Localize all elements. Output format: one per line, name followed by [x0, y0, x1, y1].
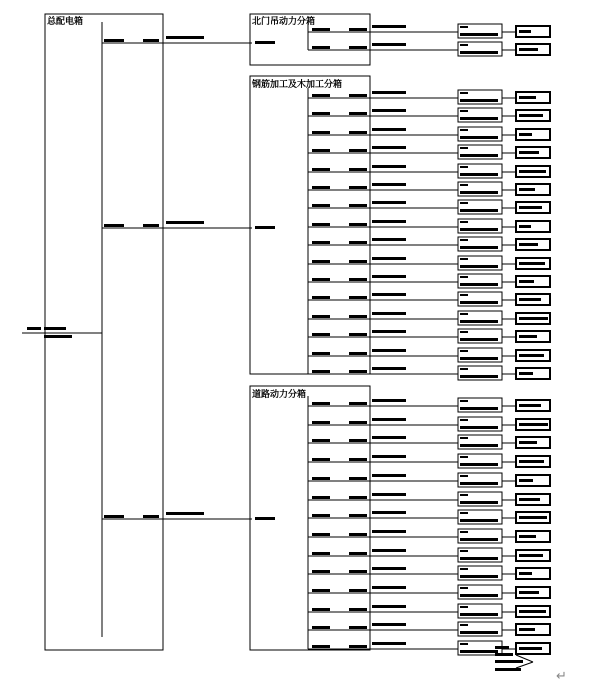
panel-1-circuit-1-cable-label	[349, 28, 367, 31]
panel-2-circuit-10-device-tag	[460, 258, 468, 260]
panel-3-circuit-7-load-name	[519, 516, 547, 519]
panel-3-circuit-3-cable-label	[349, 439, 367, 442]
sub-panel-feed-label-2	[255, 226, 275, 229]
panel-3-circuit-10-device-tag	[460, 568, 468, 570]
panel-3-circuit-1-load-name	[519, 404, 541, 407]
incoming-feeder-label	[27, 327, 41, 330]
panel-2-circuit-15-spec-label	[372, 349, 406, 352]
panel-2-circuit-5-load-name	[519, 170, 546, 173]
panel-2-circuit-8-cable-label	[349, 223, 367, 226]
panel-3-circuit-6-device-spec	[460, 501, 498, 504]
panel-2-circuit-4-device-tag	[460, 147, 468, 149]
main-feeder-2	[102, 221, 252, 228]
main-panel-frame	[45, 14, 163, 650]
panel-3-circuit-12-breaker-label	[312, 608, 330, 611]
panel-2-circuit-13-device-spec	[460, 320, 498, 323]
panel-2-circuit-9-cable-label	[349, 241, 367, 244]
panel-2-circuit-15-device-tag	[460, 350, 468, 352]
panel-3-circuit-11-breaker-label	[312, 589, 330, 592]
panel-3-circuit-2-load-name	[519, 423, 548, 426]
panel-3-circuit-13-device-spec	[460, 631, 498, 634]
panel-3-circuit-4-cable-label	[349, 458, 367, 461]
panel-2-circuit-11-spec-label	[372, 275, 406, 278]
panel-2-circuit-1-spec-label	[372, 91, 406, 94]
panel-3-circuit-12-spec-label	[372, 605, 406, 608]
panel-2-circuit-4-cable-label	[349, 149, 367, 152]
panel-3-circuit-8-spec-label	[372, 530, 406, 533]
panel-3-circuit-3-device-spec	[460, 444, 498, 447]
panel-3-circuit-5-breaker-label	[312, 477, 330, 480]
panel-2-circuit-14-spec-label	[372, 330, 406, 333]
panel-3-circuit-3-spec-label	[372, 436, 406, 439]
panel-2-circuit-7-device-spec	[460, 209, 498, 212]
panel-3-circuit-9-spec-label	[372, 549, 406, 552]
panel-2-circuit-12-spec-label	[372, 293, 406, 296]
panel-3-circuit-14-spec-label	[372, 642, 406, 645]
panel-2-circuit-6-device-tag	[460, 184, 468, 186]
panel-2-circuit-10-load-name	[519, 262, 545, 265]
panel-2-circuit-6-load-name	[519, 188, 535, 191]
panel-2-circuit-2-device-spec	[460, 117, 498, 120]
panel-2-circuit-11-load-name	[519, 280, 534, 283]
panel-2-circuit-7-cable-label	[349, 204, 367, 207]
panel-3-circuit-5-spec-label	[372, 474, 406, 477]
panel-3-circuit-5-cable-label	[349, 477, 367, 480]
panel-2-circuit-6-cable-label	[349, 186, 367, 189]
panel-2-circuit-4-load-name	[519, 151, 539, 154]
panel-2-circuit-2-cable-label	[349, 112, 367, 115]
panel-2-circuit-1-breaker-label	[312, 94, 330, 97]
panel-2-circuit-11-cable-label	[349, 278, 367, 281]
panel-2-circuit-3-load-name	[519, 133, 532, 136]
panel-2-circuit-8-breaker-label	[312, 223, 330, 226]
panel-2-circuit-12-device-spec	[460, 301, 498, 304]
panel-3-circuit-1-device-spec	[460, 407, 498, 410]
panel-3-circuit-7-cable-label	[349, 514, 367, 517]
panel-2-circuit-16-breaker-label	[312, 370, 330, 373]
panel-3-circuit-8-load-name	[519, 535, 536, 538]
panel-2-circuit-8-device-tag	[460, 221, 468, 223]
panel-2-circuit-16-device-tag	[460, 368, 468, 370]
panel-3-circuit-6-cable-label	[349, 496, 367, 499]
panel-3-circuit-6-breaker-label	[312, 496, 330, 499]
panel-2-circuit-16-device-spec	[460, 375, 498, 378]
panel-2-circuit-15-cable-label	[349, 352, 367, 355]
main-feeder-3	[102, 512, 252, 519]
panel-1-circuit-2-spec-label	[372, 43, 406, 46]
panel-2-circuit-3-device-tag	[460, 129, 468, 131]
panel-3-circuit-11-cable-label	[349, 589, 367, 592]
panel-3-circuit-4-device-spec	[460, 463, 498, 466]
panel-3-circuit-5-device-tag	[460, 475, 468, 477]
panel-2-circuit-10-cable-label	[349, 260, 367, 263]
panel-1-circuit-1-spec-label	[372, 25, 406, 28]
panel-2-circuit-2-device-tag	[460, 110, 468, 112]
panel-2-circuit-16-cable-label	[349, 370, 367, 373]
panel-2-circuit-3-spec-label	[372, 128, 406, 131]
panel-3-circuit-8-device-tag	[460, 531, 468, 533]
panel-2-circuit-11-breaker-label	[312, 278, 330, 281]
panel-2-circuit-13-load-name	[519, 317, 548, 320]
panel-2-circuit-5-device-spec	[460, 173, 498, 176]
return-mark: ↵	[556, 669, 567, 684]
panel-3-circuit-7-device-tag	[460, 512, 468, 514]
panel-2-circuit-13-cable-label	[349, 315, 367, 318]
sub-panel-title-3: 道路动力分箱	[252, 390, 307, 400]
sub-panel-feed-label-3	[255, 517, 275, 520]
panel-3-circuit-4-load-name	[519, 460, 544, 463]
panel-2-circuit-7-device-tag	[460, 202, 468, 204]
panel-2-circuit-5-device-tag	[460, 166, 468, 168]
panel-2-circuit-4-device-spec	[460, 154, 498, 157]
panel-2-circuit-8-load-name	[519, 225, 531, 228]
panel-2-circuit-8-spec-label	[372, 220, 406, 223]
panel-1-circuit-2-load-name	[519, 48, 538, 51]
panel-3-circuit-10-load-name	[519, 572, 532, 575]
panel-3-circuit-2-cable-label	[349, 421, 367, 424]
panel-3-circuit-5-load-name	[519, 479, 533, 482]
panel-1-circuit-2-cable-label	[349, 46, 367, 49]
panel-2-circuit-11-device-spec	[460, 283, 498, 286]
panel-2-circuit-2-load-name	[519, 114, 543, 117]
panel-2-circuit-15-breaker-label	[312, 352, 330, 355]
panel-1-circuit-2-breaker-label	[312, 46, 330, 49]
panel-2-circuit-15-load-name	[519, 354, 544, 357]
panel-2-circuit-14-breaker-label	[312, 333, 330, 336]
panel-2-circuit-7-spec-label	[372, 201, 406, 204]
panel-3-circuit-12-cable-label	[349, 608, 367, 611]
panel-3-circuit-2-device-spec	[460, 426, 498, 429]
panel-3-circuit-11-spec-label	[372, 586, 406, 589]
panel-2-circuit-15-device-spec	[460, 357, 498, 360]
panel-3-circuit-9-device-spec	[460, 557, 498, 560]
panel-3-circuit-9-breaker-label	[312, 552, 330, 555]
panel-3-circuit-14-breaker-label	[312, 645, 330, 648]
panel-2-circuit-6-spec-label	[372, 183, 406, 186]
panel-2-circuit-13-spec-label	[372, 312, 406, 315]
panel-3-circuit-10-spec-label	[372, 567, 406, 570]
panel-2-circuit-5-breaker-label	[312, 168, 330, 171]
panel-2-circuit-10-device-spec	[460, 265, 498, 268]
panel-2-circuit-8-device-spec	[460, 228, 498, 231]
panel-3-circuit-14-device-spec	[460, 650, 498, 653]
sub-panel-feed-label-1	[255, 41, 275, 44]
panel-2-circuit-14-device-spec	[460, 338, 498, 341]
panel-2-circuit-3-device-spec	[460, 136, 498, 139]
panel-3-circuit-13-spec-label	[372, 623, 406, 626]
panel-2-circuit-2-breaker-label	[312, 112, 330, 115]
panel-1-circuit-1-device-tag	[460, 26, 468, 28]
panel-3-circuit-6-load-name	[519, 498, 540, 501]
panel-2-circuit-9-load-name	[519, 243, 538, 246]
panel-3-circuit-2-spec-label	[372, 418, 406, 421]
panel-2-circuit-16-spec-label	[372, 367, 406, 370]
incoming-feeder-label	[44, 327, 66, 330]
panel-2-circuit-1-device-spec	[460, 99, 498, 102]
panel-2-circuit-1-load-name	[519, 96, 536, 99]
sub-panel-title-2: 钢筋加工及木加工分箱	[252, 80, 343, 90]
panel-3-circuit-8-device-spec	[460, 538, 498, 541]
panel-3-circuit-12-load-name	[519, 610, 546, 613]
panel-3-circuit-4-device-tag	[460, 456, 468, 458]
panel-2-circuit-13-breaker-label	[312, 315, 330, 318]
panel-1-circuit-1-device-spec	[460, 33, 498, 36]
panel-3-circuit-9-device-tag	[460, 550, 468, 552]
panel-2-circuit-6-device-spec	[460, 191, 498, 194]
panel-3-circuit-7-spec-label	[372, 511, 406, 514]
panel-3-circuit-9-load-name	[519, 554, 543, 557]
panel-2-circuit-7-load-name	[519, 206, 542, 209]
panel-3-circuit-10-breaker-label	[312, 570, 330, 573]
panel-3-circuit-2-device-tag	[460, 419, 468, 421]
panel-3-circuit-8-cable-label	[349, 533, 367, 536]
panel-3-circuit-14-cable-label	[349, 645, 367, 648]
panel-2-circuit-16-load-name	[519, 372, 533, 375]
panel-3-circuit-1-cable-label	[349, 402, 367, 405]
panel-2-circuit-1-cable-label	[349, 94, 367, 97]
incoming-feeder-label	[44, 335, 72, 338]
panel-3-circuit-13-cable-label	[349, 626, 367, 629]
panel-3-circuit-13-load-name	[519, 628, 535, 631]
panel-3-circuit-6-device-tag	[460, 494, 468, 496]
panel-3-circuit-8-breaker-label	[312, 533, 330, 536]
panel-3-circuit-4-spec-label	[372, 455, 406, 458]
panel-3-circuit-7-device-spec	[460, 519, 498, 522]
panel-1-circuit-1-load-name	[519, 30, 531, 33]
panel-3-circuit-2-breaker-label	[312, 421, 330, 424]
panel-1-circuit-1-breaker-label	[312, 28, 330, 31]
panel-3-circuit-14-device-tag	[460, 643, 468, 645]
panel-3-circuit-5-device-spec	[460, 482, 498, 485]
panel-3-circuit-6-spec-label	[372, 493, 406, 496]
panel-3-circuit-1-device-tag	[460, 400, 468, 402]
panel-3-circuit-12-device-spec	[460, 613, 498, 616]
panel-2-circuit-11-device-tag	[460, 276, 468, 278]
panel-3-circuit-3-load-name	[519, 441, 537, 444]
panel-2-circuit-14-cable-label	[349, 333, 367, 336]
panel-3-circuit-13-device-tag	[460, 624, 468, 626]
main-panel-title: 总配电箱	[47, 17, 84, 27]
sub-panel-title-1: 北门吊动力分箱	[252, 17, 316, 27]
panel-3-circuit-10-device-spec	[460, 575, 498, 578]
panel-2-circuit-7-breaker-label	[312, 204, 330, 207]
panel-2-circuit-9-breaker-label	[312, 241, 330, 244]
panel-3-circuit-1-breaker-label	[312, 402, 330, 405]
panel-3-circuit-1-spec-label	[372, 399, 406, 402]
panel-2-circuit-12-device-tag	[460, 294, 468, 296]
panel-3-circuit-4-breaker-label	[312, 458, 330, 461]
panel-2-circuit-5-cable-label	[349, 168, 367, 171]
panel-3-circuit-11-device-tag	[460, 587, 468, 589]
panel-3-circuit-3-device-tag	[460, 437, 468, 439]
panel-2-circuit-13-device-tag	[460, 313, 468, 315]
panel-2-circuit-4-breaker-label	[312, 149, 330, 152]
panel-2-circuit-6-breaker-label	[312, 186, 330, 189]
panel-2-circuit-10-breaker-label	[312, 260, 330, 263]
panel-2-circuit-1-device-tag	[460, 92, 468, 94]
branch-circuits	[308, 22, 550, 655]
panel-2-circuit-4-spec-label	[372, 146, 406, 149]
panel-2-circuit-12-cable-label	[349, 296, 367, 299]
panel-2-circuit-10-spec-label	[372, 257, 406, 260]
panel-2-circuit-9-spec-label	[372, 238, 406, 241]
panel-3-circuit-13-breaker-label	[312, 626, 330, 629]
panel-2-circuit-3-breaker-label	[312, 131, 330, 134]
panel-2-circuit-14-device-tag	[460, 331, 468, 333]
panel-3-circuit-11-device-spec	[460, 594, 498, 597]
panel-3-circuit-7-breaker-label	[312, 514, 330, 517]
panel-3-circuit-11-load-name	[519, 591, 539, 594]
panel-1-circuit-2-device-spec	[460, 51, 498, 54]
panel-2-circuit-12-breaker-label	[312, 296, 330, 299]
panel-3-circuit-12-device-tag	[460, 606, 468, 608]
panel-3-circuit-3-breaker-label	[312, 439, 330, 442]
main-feeder-1	[102, 36, 252, 43]
panel-2-circuit-14-load-name	[519, 335, 537, 338]
panel-3-circuit-9-cable-label	[349, 552, 367, 555]
panel-2-circuit-9-device-tag	[460, 239, 468, 241]
panel-1-circuit-2-device-tag	[460, 44, 468, 46]
panel-3-circuit-10-cable-label	[349, 570, 367, 573]
panel-2-circuit-5-spec-label	[372, 165, 406, 168]
panel-2-circuit-3-cable-label	[349, 131, 367, 134]
panel-2-circuit-2-spec-label	[372, 109, 406, 112]
panel-3-circuit-14-load-name	[519, 647, 542, 650]
panel-2-circuit-12-load-name	[519, 298, 541, 301]
panel-2-circuit-9-device-spec	[460, 246, 498, 249]
